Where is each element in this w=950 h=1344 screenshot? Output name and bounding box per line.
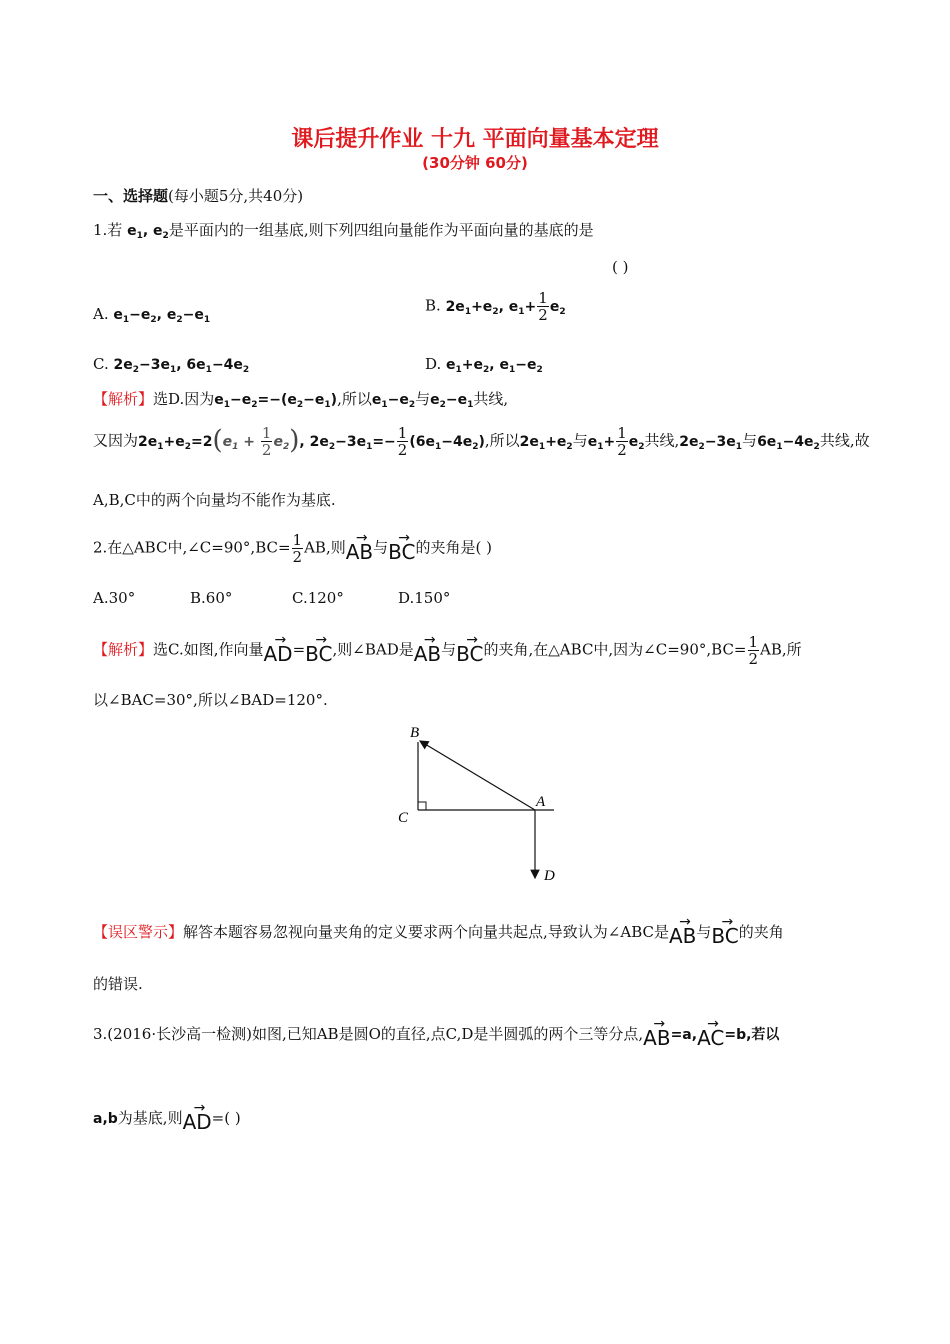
text: 与 [742,431,758,450]
text: 与 [572,431,588,450]
fraction [292,532,304,565]
vector-bc: → BC [388,534,415,562]
option-label: C. [93,355,114,373]
vector-ab: → AB [346,534,373,562]
q1-solution-line1: 【解析】选D.因为$e_1-e_2=-(e_2-e_1)$,所以$e_1-e_2$与$e_2-e_1$共线, [93,390,509,410]
q1-answer-paren: ( ) [612,258,629,276]
text: ,所以 [337,390,372,408]
option-label: B. [425,296,446,315]
text: 3.(2016·长沙高一检测)如图,已知AB是圆O的直径,点C,D是半圆弧的两个三等分点, [93,1025,644,1043]
text: 与 [441,640,457,659]
triangle-figure [390,720,580,890]
text: =( ) [211,1109,241,1127]
vector-ac: → AC [697,1020,724,1048]
fraction-den: 2 [397,441,408,459]
fraction-num: 1 [748,633,759,651]
right-angle-mark [418,802,426,810]
text: 的夹角是( ) [415,538,492,557]
q1-option-a: A. $e_1-e_2$, $e_2-e_1$ [93,305,211,325]
text: 又因为 [93,431,139,450]
fraction-num: 1 [617,424,627,442]
q1-solution-line2: 又因为$2e_1+e_2=2(e_1$ + $\frac{1}{2}$ $e_2$), $2e_2-3e_1=-$ $\frac{1}{2}$ $(6e_1-4e_2)$,所以$2e_1+e_2$与$e_1+$ $\frac{1}{2}$ $e_2$共线$,2e_2-3e_1$与$6e_1-4e_2$共线,故 [93,424,870,459]
q1-stem [93,220,594,246]
solution-tag: 【解析】 [93,390,154,408]
q2-option-c: C.120° [292,589,344,607]
text: 的夹角 [738,923,784,941]
text: 选D.因为 [153,390,215,408]
q3-line2 [93,1104,241,1132]
q1-stem-start: 1.若 [93,221,123,239]
text: 与 [696,923,712,941]
text: 2.在△ABC中,∠C=90°,BC= [93,538,291,557]
text: 共线,故 [819,431,870,450]
fraction-num: 1 [397,424,408,442]
q2-solution-line1: 【解析】选C.如图,作向量→ AD=→ BC,则∠BAD是→ AB与→ BC的夹角,在△ABC中,因为∠C=90°,BC= $\frac{1}{2}$ AB,所 [93,634,802,667]
vector-ad: → AD [183,1104,212,1132]
fraction-num: 1 [292,531,303,549]
vector-bc: → BC [711,918,738,946]
option-label: D. [425,355,447,373]
vector-ab: → AB [414,636,441,664]
fraction [537,290,549,323]
vector-ab: → AB [669,918,696,946]
text: AB,所 [760,640,802,659]
fraction-num: 1 [261,424,272,442]
text: 与 [415,390,431,408]
section-header [93,186,303,206]
label-d: D [544,868,555,884]
q2-option-d: D.150° [398,589,451,607]
fraction [748,634,760,667]
text: =b,若以 [724,1027,780,1043]
q1-option-b: B. $2e_1+e_2$, $e_1+$ $\frac{1}{2}$ $e_2$ [425,289,566,324]
label-c: C [398,810,409,826]
q1-stem-rest: 是平面内的一组基底,则下列四组向量能作为平面向量的基底的是 [168,221,594,239]
text: 与 [373,538,389,557]
q2-stem [93,532,492,565]
text: ,所以 [484,431,520,450]
q2-warning-line2: 的错误. [93,975,143,993]
text: a,b [93,1111,118,1127]
text: 选C.如图,作向量 [153,640,264,659]
fraction-den: 2 [617,441,627,459]
vector-ab: → AB [643,1020,670,1048]
vector-ad: → AD [264,636,293,664]
fraction [261,425,273,458]
q2-warning-line1 [93,918,784,946]
q3-stem [93,1020,779,1048]
text: 为基底,则 [117,1109,183,1127]
section-note: (每小题5分,共40分) [168,187,304,205]
fraction-den: 2 [261,441,272,459]
q2-option-b: B.60° [190,589,233,607]
fraction-den: 2 [538,306,548,324]
label-a: A [536,794,546,810]
text: 的夹角,在△ABC中,因为∠C=90°,BC= [483,640,747,659]
q2-solution-line2: 以∠BAC=30°,所以∠BAD=120°. [93,691,328,709]
page-title: 课后提升作业 十九 平面向量基本定理 [291,127,659,152]
text: 共线, [473,390,509,408]
page-subtitle: (30分钟 60分) [422,154,528,172]
fraction-den: 2 [292,548,303,566]
q2-option-a: A.30° [93,589,136,607]
text: =a, [670,1027,698,1043]
option-label: A. [93,305,114,323]
text: 解答本题容易忽视向量夹角的定义要求两个向量共起点,导致认为∠ABC是 [183,923,669,941]
q1-vectors: $e_1$, $e_2$ [127,223,169,241]
q1-option-c: C. $2e_2-3e_1$, $6e_1-4e_2$ [93,355,250,375]
q1-solution-line3: A,B,C中的两个向量均不能作为基底. [93,491,336,509]
vector-ab-arrow [420,741,535,810]
section-title: 一、选择题 [93,187,169,205]
solution-tag: 【解析】 [93,640,154,659]
q1-option-d: D. $e_1+e_2$, $e_1-e_2$ [425,355,543,375]
vector-bc: → BC [456,636,483,664]
fraction-num: 1 [538,289,548,307]
warning-tag: 【误区警示】 [93,923,184,941]
text: AB,则 [304,538,346,557]
fraction-den: 2 [748,650,759,668]
fraction [397,425,409,458]
text: ,则∠BAD是 [332,640,414,659]
vector-bc: → BC [305,636,332,664]
fraction [616,425,628,458]
label-b: B [410,725,420,741]
text: 共线, [644,431,680,450]
